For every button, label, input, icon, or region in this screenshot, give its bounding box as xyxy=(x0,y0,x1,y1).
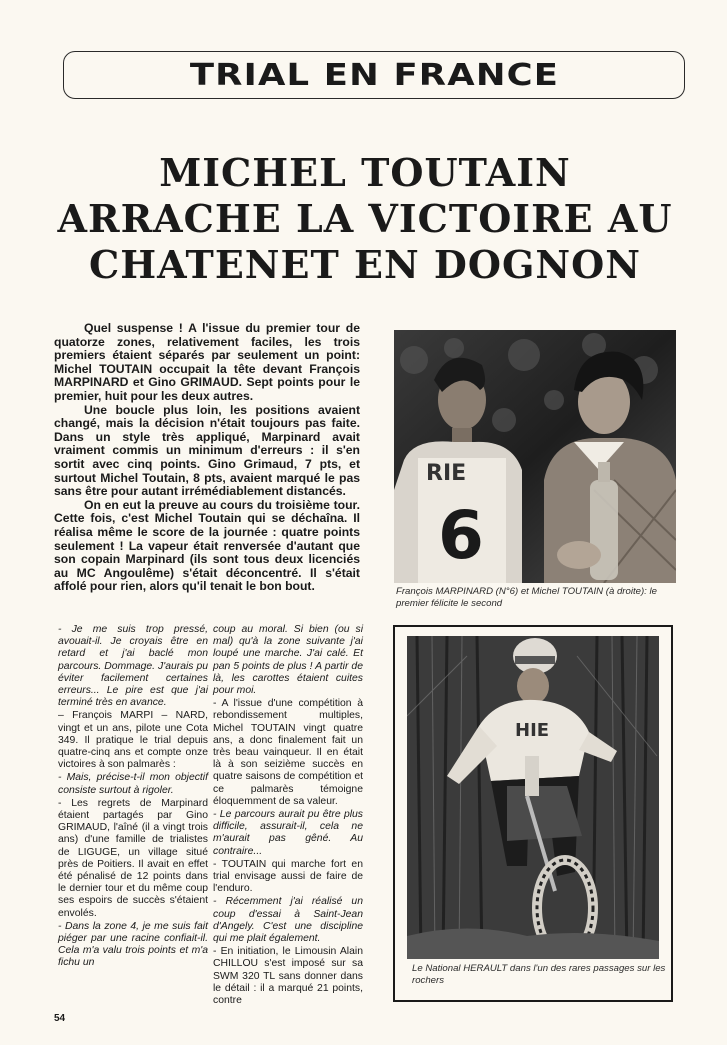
intro-paragraph: Quel suspense ! A l'issue du premier tour de quatorze zones, relativement faciles, les trois premiers étaient séparés par seulement un point: Michel TOUTAIN occupait la tête devant François MARPINARD et Gino GRIMAUD. Sept points pour le premier, huit pour les deux autres. xyxy=(54,321,360,403)
page-number: 54 xyxy=(54,1013,66,1024)
bib-number: 6 xyxy=(438,497,484,574)
headline-line: MICHEL TOUTAIN xyxy=(159,150,571,195)
column-paragraph: - En initiation, le Limousin Alain CHILLOU s'est imposé sur sa SWM 320 TL sans donner dans le détail : il a marqué 21 points, contre xyxy=(213,946,363,1007)
bib-letters: RIE xyxy=(426,461,467,486)
intro-paragraphs xyxy=(54,322,360,594)
photo-caption: François MARPINARD (N°6) et Michel TOUTAIN (à droite): le premier félicite le second xyxy=(396,586,657,609)
svg-text:HIE: HIE xyxy=(515,720,550,741)
column-paragraph: - Récemment j'ai réalisé un coup d'essai à Saint-Jean d'Angely. C'est une discipline qui me plait également. xyxy=(213,896,363,945)
column-paragraph: - Les regrets de Marpinard étaient partagés par Gino GRIMAUD, l'aîné (il a vingt trois ans) d'une famille de trialistes de LIGUGE, un village situé près de Poitiers. Il avait en effet été pénalisé de 12 points dans le dernier tour et du même coup ses espoirs de succès s'étaient envolés. xyxy=(58,797,208,919)
column-paragraph: - A l'issue d'une compétition à rebondissement multiples, Michel TOUTAIN vingt quatre ans, a donc finalement fait un très beau vainqueur. Il en était là à son seizième succès en quatre saisons de compétition et ce palmarès témoigne éloquemment de sa valeur. xyxy=(213,698,363,807)
photo-riders xyxy=(394,330,676,583)
column-paragraph: - Je me suis trop pressé, avouait-il. Je croyais être en retard et j'ai baclé mon parcours. Dommage. J'aurais pu éviter facilement certaines erreurs... Le pire est que j'ai terminé très en avance. xyxy=(58,624,208,709)
column-paragraph: – François MARPI – NARD, vingt et un ans, pilote une Cota 349. Il pratique le trial depuis quatre-cinq ans et compte onze victoires à son palmarès : xyxy=(58,710,208,771)
column-paragraph: - Le parcours aurait pu être plus difficile, assurait-il, cela ne m'aurait pas gêné. Au contraire... xyxy=(213,809,363,857)
column-paragraph: - TOUTAIN qui marche fort en trial envisage aussi de faire de l'enduro. xyxy=(213,858,363,895)
photo-rider-on-rocks xyxy=(407,636,659,959)
text-column-left xyxy=(58,624,208,971)
column-paragraph: coup au moral. Si bien (ou si mal) qu'à la zone suivante j'ai loupé une marche. J'ai calé. Et pan 5 points de plus ! A partir de là, les carottes étaient cuites pour moi. xyxy=(213,624,363,697)
text-column-right xyxy=(213,624,363,1008)
intro-paragraph: Une boucle plus loin, les positions avaient changé, mais la décision n'était toujours pas faite. Dans un style très appliqué, Marpinard avait vraiment commis un minimum d'erreurs : il s'en sortit avec cinq points. Gino Grimaud, 7 pts, et surtout Michel Toutain, 8 pts, avaient marqué le pas sans être pour autant irrémédiablement distancés. xyxy=(54,402,360,499)
column-paragraph: - Mais, précise-t-il mon objectif consiste surtout à rigoler. xyxy=(58,772,208,796)
headline-line: CHATENET EN DOGNON xyxy=(88,242,641,287)
column-paragraph: - Dans la zone 4, je me suis fait piéger par une racine confiait-il. Cela m'a valu trois points et m'a fichu un xyxy=(58,920,208,969)
section-title: TRIAL EN FRANCE xyxy=(189,57,559,93)
intro-paragraph: On en eut la preuve au cours du troisième tour. Cette fois, c'est Michel Toutain qui se déchaîna. Il réalisa même le score de la journée : quatre points seulement ! La vapeur était renversée d'autant que son copain Marpinard (ils sont tous deux licenciés au MC Angoulême) s'était déconcentré. Il s'était affolé pour rien, alors qu'il tenait le bon bout. xyxy=(54,497,360,594)
headline-line: ARRACHE LA VICTOIRE AU xyxy=(57,196,673,241)
section-banner xyxy=(63,51,685,99)
photo-caption: Le National HERAULT dans l'un des rares passages sur les rochers xyxy=(412,963,666,986)
article-headline xyxy=(40,150,690,288)
